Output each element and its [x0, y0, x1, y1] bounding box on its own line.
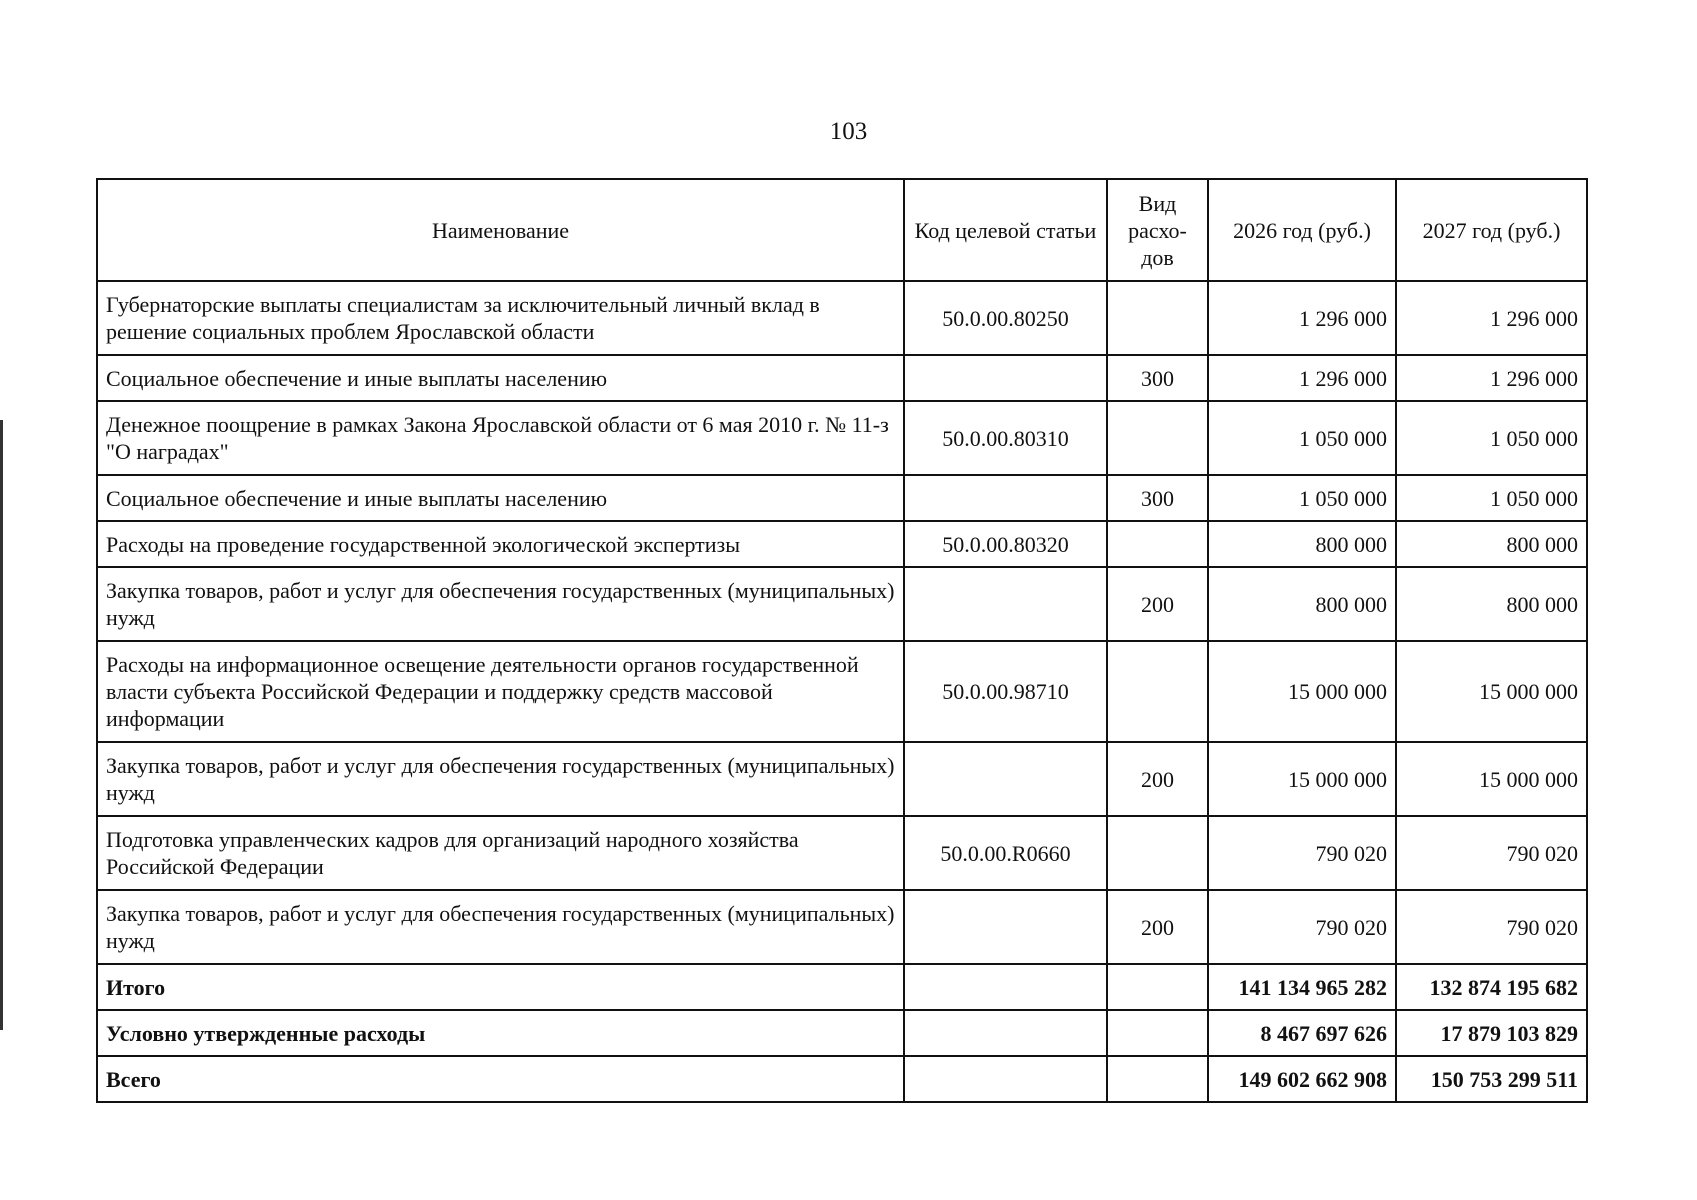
row-2027: 790 020 — [1396, 890, 1587, 964]
row-type — [1107, 401, 1208, 475]
header-name: Наименование — [97, 179, 904, 281]
row-type: 300 — [1107, 355, 1208, 401]
row-2027: 1 296 000 — [1396, 281, 1587, 355]
row-type: 200 — [1107, 567, 1208, 641]
table-row — [97, 401, 1587, 475]
row-2026: 1 296 000 — [1208, 281, 1396, 355]
total-code — [904, 964, 1107, 1010]
row-code: 50.0.00.98710 — [904, 641, 1107, 742]
table-header-row — [97, 179, 1587, 281]
row-type — [1107, 281, 1208, 355]
row-2027: 1 296 000 — [1396, 355, 1587, 401]
table-row — [97, 816, 1587, 890]
row-code — [904, 890, 1107, 964]
header-2027: 2027 год (руб.) — [1396, 179, 1587, 281]
row-name: Денежное поощрение в рамках Закона Ярославской области от 6 мая 2010 г. № 11-з "О наградах" — [97, 401, 904, 475]
row-name: Закупка товаров, работ и услуг для обеспечения государственных (муниципальных) нужд — [97, 742, 904, 816]
row-2026: 800 000 — [1208, 521, 1396, 567]
total-name: Условно утвержденные расходы — [97, 1010, 904, 1056]
total-2026: 149 602 662 908 — [1208, 1056, 1396, 1102]
total-row — [97, 1056, 1587, 1102]
row-code: 50.0.00.80310 — [904, 401, 1107, 475]
row-2026: 15 000 000 — [1208, 742, 1396, 816]
row-2027: 1 050 000 — [1396, 401, 1587, 475]
row-name: Расходы на информационное освещение деятельности органов государственной власти субъекта Российской Федерации и поддержку средств массовой информации — [97, 641, 904, 742]
table-row — [97, 742, 1587, 816]
total-type — [1107, 1056, 1208, 1102]
table-row — [97, 281, 1587, 355]
row-type — [1107, 816, 1208, 890]
total-2026: 8 467 697 626 — [1208, 1010, 1396, 1056]
row-2027: 790 020 — [1396, 816, 1587, 890]
total-2026: 141 134 965 282 — [1208, 964, 1396, 1010]
row-2026: 790 020 — [1208, 890, 1396, 964]
row-2026: 1 050 000 — [1208, 401, 1396, 475]
table-row — [97, 355, 1587, 401]
table-row — [97, 475, 1587, 521]
scan-edge-line — [0, 420, 3, 1030]
row-name: Социальное обеспечение и иные выплаты населению — [97, 355, 904, 401]
row-type — [1107, 521, 1208, 567]
row-2026: 1 050 000 — [1208, 475, 1396, 521]
total-type — [1107, 1010, 1208, 1056]
row-code — [904, 355, 1107, 401]
header-code: Код целевой статьи — [904, 179, 1107, 281]
total-row — [97, 1010, 1587, 1056]
row-2026: 15 000 000 — [1208, 641, 1396, 742]
row-2027: 15 000 000 — [1396, 641, 1587, 742]
row-type: 300 — [1107, 475, 1208, 521]
total-type — [1107, 964, 1208, 1010]
row-code: 50.0.00.80320 — [904, 521, 1107, 567]
row-code — [904, 742, 1107, 816]
total-2027: 150 753 299 511 — [1396, 1056, 1587, 1102]
row-2026: 790 020 — [1208, 816, 1396, 890]
row-name: Подготовка управленческих кадров для организаций народного хозяйства Российской Федерации — [97, 816, 904, 890]
row-name: Социальное обеспечение и иные выплаты населению — [97, 475, 904, 521]
row-name: Закупка товаров, работ и услуг для обеспечения государственных (муниципальных) нужд — [97, 567, 904, 641]
row-code — [904, 475, 1107, 521]
row-name: Расходы на проведение государственной экологической экспертизы — [97, 521, 904, 567]
header-type: Вид расхо-дов — [1107, 179, 1208, 281]
row-name: Губернаторские выплаты специалистам за исключительный личный вклад в решение социальных проблем Ярославской области — [97, 281, 904, 355]
row-2026: 1 296 000 — [1208, 355, 1396, 401]
total-code — [904, 1056, 1107, 1102]
row-2027: 1 050 000 — [1396, 475, 1587, 521]
budget-table — [96, 178, 1588, 1103]
total-code — [904, 1010, 1107, 1056]
row-2027: 800 000 — [1396, 521, 1587, 567]
total-name: Итого — [97, 964, 904, 1010]
header-2026: 2026 год (руб.) — [1208, 179, 1396, 281]
row-2026: 800 000 — [1208, 567, 1396, 641]
total-row — [97, 964, 1587, 1010]
total-name: Всего — [97, 1056, 904, 1102]
row-code: 50.0.00.80250 — [904, 281, 1107, 355]
total-2027: 17 879 103 829 — [1396, 1010, 1587, 1056]
table-row — [97, 890, 1587, 964]
row-code: 50.0.00.R0660 — [904, 816, 1107, 890]
table-row — [97, 521, 1587, 567]
total-2027: 132 874 195 682 — [1396, 964, 1587, 1010]
row-code — [904, 567, 1107, 641]
page-number: 103 — [829, 118, 868, 145]
row-type — [1107, 641, 1208, 742]
table-row — [97, 567, 1587, 641]
table-row — [97, 641, 1587, 742]
row-2027: 800 000 — [1396, 567, 1587, 641]
row-type: 200 — [1107, 890, 1208, 964]
row-name: Закупка товаров, работ и услуг для обеспечения государственных (муниципальных) нужд — [97, 890, 904, 964]
row-type: 200 — [1107, 742, 1208, 816]
row-2027: 15 000 000 — [1396, 742, 1587, 816]
